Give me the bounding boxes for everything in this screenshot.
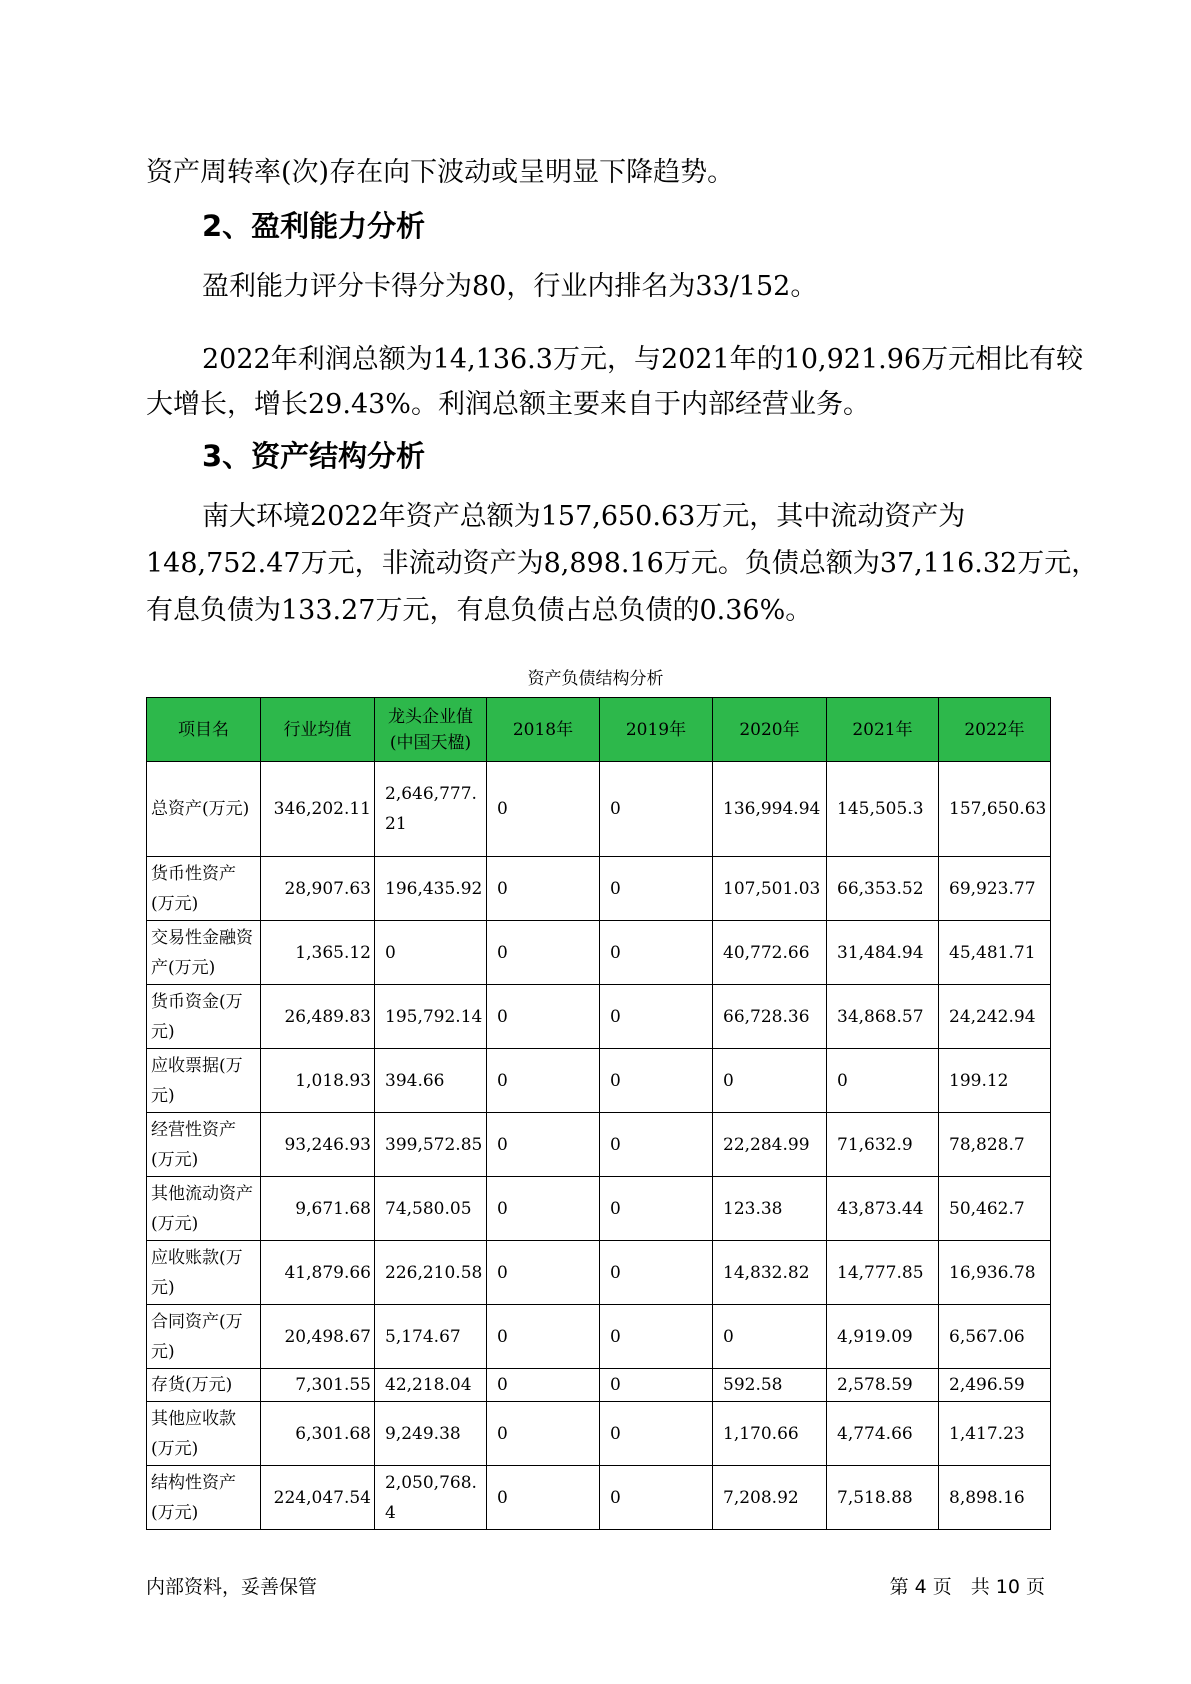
year-value-cell: 0 (600, 762, 713, 857)
table-row (147, 1402, 1051, 1466)
year-value-cell: 40,772.66 (713, 921, 827, 985)
column-header: 行业均值 (261, 698, 375, 762)
asset-paragraph-line-2: 148,752.47万元，非流动资产为8,898.16万元。负债总额为37,116.32万元， (146, 548, 1099, 579)
industry-average-cell: 28,907.63 (261, 857, 375, 921)
profitability-score-text: 盈利能力评分卡得分为80，行业内排名为33/152。 (202, 271, 818, 302)
row-label: 经营性资产(万元) (147, 1113, 261, 1177)
table-row (147, 1305, 1051, 1369)
table-caption: 资产负债结构分析 (527, 669, 664, 689)
year-value-cell: 71,632.9 (827, 1113, 939, 1177)
year-value-cell: 0 (487, 762, 600, 857)
table-row (147, 1177, 1051, 1241)
year-value-cell: 0 (713, 1305, 827, 1369)
year-value-cell: 123.38 (713, 1177, 827, 1241)
year-value-cell: 4,774.66 (827, 1402, 939, 1466)
row-label: 应收账款(万元) (147, 1241, 261, 1305)
year-value-cell: 0 (487, 1113, 600, 1177)
column-header: 2020年 (713, 698, 827, 762)
profit-paragraph-line-2: 大增长，增长29.43%。利润总额主要来自于内部经营业务。 (146, 389, 870, 420)
industry-average-cell: 346,202.11 (261, 762, 375, 857)
table-header-row (147, 698, 1051, 762)
year-value-cell: 0 (600, 1177, 713, 1241)
year-value-cell: 107,501.03 (713, 857, 827, 921)
year-value-cell: 0 (600, 857, 713, 921)
year-value-cell: 34,868.57 (827, 985, 939, 1049)
industry-average-cell: 6,301.68 (261, 1402, 375, 1466)
column-header: 2018年 (487, 698, 600, 762)
row-label: 总资产(万元) (147, 762, 261, 857)
industry-average-cell: 224,047.54 (261, 1466, 375, 1530)
table-row (147, 1113, 1051, 1177)
year-value-cell: 0 (600, 1113, 713, 1177)
table-row (147, 1049, 1051, 1113)
year-value-cell: 0 (487, 921, 600, 985)
year-value-cell: 6,567.06 (939, 1305, 1051, 1369)
leader-value-cell: 196,435.92 (375, 857, 487, 921)
industry-average-cell: 1,018.93 (261, 1049, 375, 1113)
asset-paragraph-line-1: 南大环境2022年资产总额为157,650.63万元，其中流动资产为 (202, 501, 966, 532)
year-value-cell: 0 (487, 1049, 600, 1113)
year-value-cell: 2,578.59 (827, 1369, 939, 1402)
footer-confidential-note: 内部资料，妥善保管 (146, 1576, 318, 1598)
year-value-cell: 0 (600, 985, 713, 1049)
table-row (147, 1466, 1051, 1530)
year-value-cell: 0 (487, 1241, 600, 1305)
year-value-cell: 0 (600, 1369, 713, 1402)
year-value-cell: 0 (487, 1177, 600, 1241)
year-value-cell: 69,923.77 (939, 857, 1051, 921)
industry-average-cell: 1,365.12 (261, 921, 375, 985)
leader-value-cell: 394.66 (375, 1049, 487, 1113)
year-value-cell: 1,170.66 (713, 1402, 827, 1466)
year-value-cell: 199.12 (939, 1049, 1051, 1113)
year-value-cell: 14,777.85 (827, 1241, 939, 1305)
footer-page-number: 第 4 页 共 10 页 (889, 1576, 1045, 1598)
year-value-cell: 0 (487, 857, 600, 921)
row-label: 货币性资产(万元) (147, 857, 261, 921)
year-value-cell: 592.58 (713, 1369, 827, 1402)
table-row (147, 921, 1051, 985)
table-row (147, 1241, 1051, 1305)
table-row (147, 985, 1051, 1049)
leader-value-cell: 2,646,777.21 (375, 762, 487, 857)
year-value-cell: 7,208.92 (713, 1466, 827, 1530)
industry-average-cell: 26,489.83 (261, 985, 375, 1049)
year-value-cell: 22,284.99 (713, 1113, 827, 1177)
year-value-cell: 66,728.36 (713, 985, 827, 1049)
leader-value-cell: 2,050,768.4 (375, 1466, 487, 1530)
leader-value-cell: 0 (375, 921, 487, 985)
year-value-cell: 0 (600, 1466, 713, 1530)
row-label: 货币资金(万元) (147, 985, 261, 1049)
year-value-cell: 24,242.94 (939, 985, 1051, 1049)
year-value-cell: 50,462.7 (939, 1177, 1051, 1241)
year-value-cell: 16,936.78 (939, 1241, 1051, 1305)
year-value-cell: 7,518.88 (827, 1466, 939, 1530)
industry-average-cell: 41,879.66 (261, 1241, 375, 1305)
industry-average-cell: 20,498.67 (261, 1305, 375, 1369)
leader-value-cell: 399,572.85 (375, 1113, 487, 1177)
row-label: 应收票据(万元) (147, 1049, 261, 1113)
year-value-cell: 2,496.59 (939, 1369, 1051, 1402)
industry-average-cell: 9,671.68 (261, 1177, 375, 1241)
leader-value-cell: 226,210.58 (375, 1241, 487, 1305)
year-value-cell: 0 (487, 1466, 600, 1530)
row-label: 存货(万元) (147, 1369, 261, 1402)
column-header: 项目名 (147, 698, 261, 762)
leader-value-cell: 74,580.05 (375, 1177, 487, 1241)
year-value-cell: 157,650.63 (939, 762, 1051, 857)
year-value-cell: 0 (827, 1049, 939, 1113)
row-label: 其他应收款(万元) (147, 1402, 261, 1466)
year-value-cell: 8,898.16 (939, 1466, 1051, 1530)
year-value-cell: 66,353.52 (827, 857, 939, 921)
year-value-cell: 43,873.44 (827, 1177, 939, 1241)
year-value-cell: 78,828.7 (939, 1113, 1051, 1177)
column-header: 2021年 (827, 698, 939, 762)
industry-average-cell: 7,301.55 (261, 1369, 375, 1402)
leader-value-cell: 9,249.38 (375, 1402, 487, 1466)
table-row (147, 1369, 1051, 1402)
asset-paragraph-line-3: 有息负债为133.27万元，有息负债占总负债的0.36%。 (146, 595, 813, 626)
row-label: 合同资产(万元) (147, 1305, 261, 1369)
year-value-cell: 0 (487, 1305, 600, 1369)
year-value-cell: 0 (600, 1305, 713, 1369)
row-label: 交易性金融资产(万元) (147, 921, 261, 985)
column-header: 2019年 (600, 698, 713, 762)
year-value-cell: 0 (600, 1402, 713, 1466)
row-label: 其他流动资产(万元) (147, 1177, 261, 1241)
year-value-cell: 31,484.94 (827, 921, 939, 985)
year-value-cell: 4,919.09 (827, 1305, 939, 1369)
profit-paragraph-line-1: 2022年利润总额为14,136.3万元，与2021年的10,921.96万元相比有较 (202, 344, 1084, 375)
table-row (147, 762, 1051, 857)
column-header: 龙头企业值(中国天楹) (375, 698, 487, 762)
balance-structure-table (146, 697, 1051, 1530)
year-value-cell: 0 (600, 1049, 713, 1113)
year-value-cell: 0 (600, 1241, 713, 1305)
column-header: 2022年 (939, 698, 1051, 762)
table-row (147, 857, 1051, 921)
year-value-cell: 136,994.94 (713, 762, 827, 857)
year-value-cell: 45,481.71 (939, 921, 1051, 985)
leader-value-cell: 42,218.04 (375, 1369, 487, 1402)
year-value-cell: 145,505.3 (827, 762, 939, 857)
leader-value-cell: 195,792.14 (375, 985, 487, 1049)
year-value-cell: 0 (487, 1369, 600, 1402)
paragraph-continuation: 资产周转率(次)存在向下波动或呈明显下降趋势。 (146, 157, 735, 188)
year-value-cell: 0 (713, 1049, 827, 1113)
year-value-cell: 0 (487, 985, 600, 1049)
leader-value-cell: 5,174.67 (375, 1305, 487, 1369)
year-value-cell: 14,832.82 (713, 1241, 827, 1305)
row-label: 结构性资产(万元) (147, 1466, 261, 1530)
year-value-cell: 0 (600, 921, 713, 985)
industry-average-cell: 93,246.93 (261, 1113, 375, 1177)
year-value-cell: 1,417.23 (939, 1402, 1051, 1466)
section-heading-asset-structure: 3、资产结构分析 (202, 439, 426, 473)
year-value-cell: 0 (487, 1402, 600, 1466)
section-heading-profitability: 2、盈利能力分析 (202, 209, 426, 243)
